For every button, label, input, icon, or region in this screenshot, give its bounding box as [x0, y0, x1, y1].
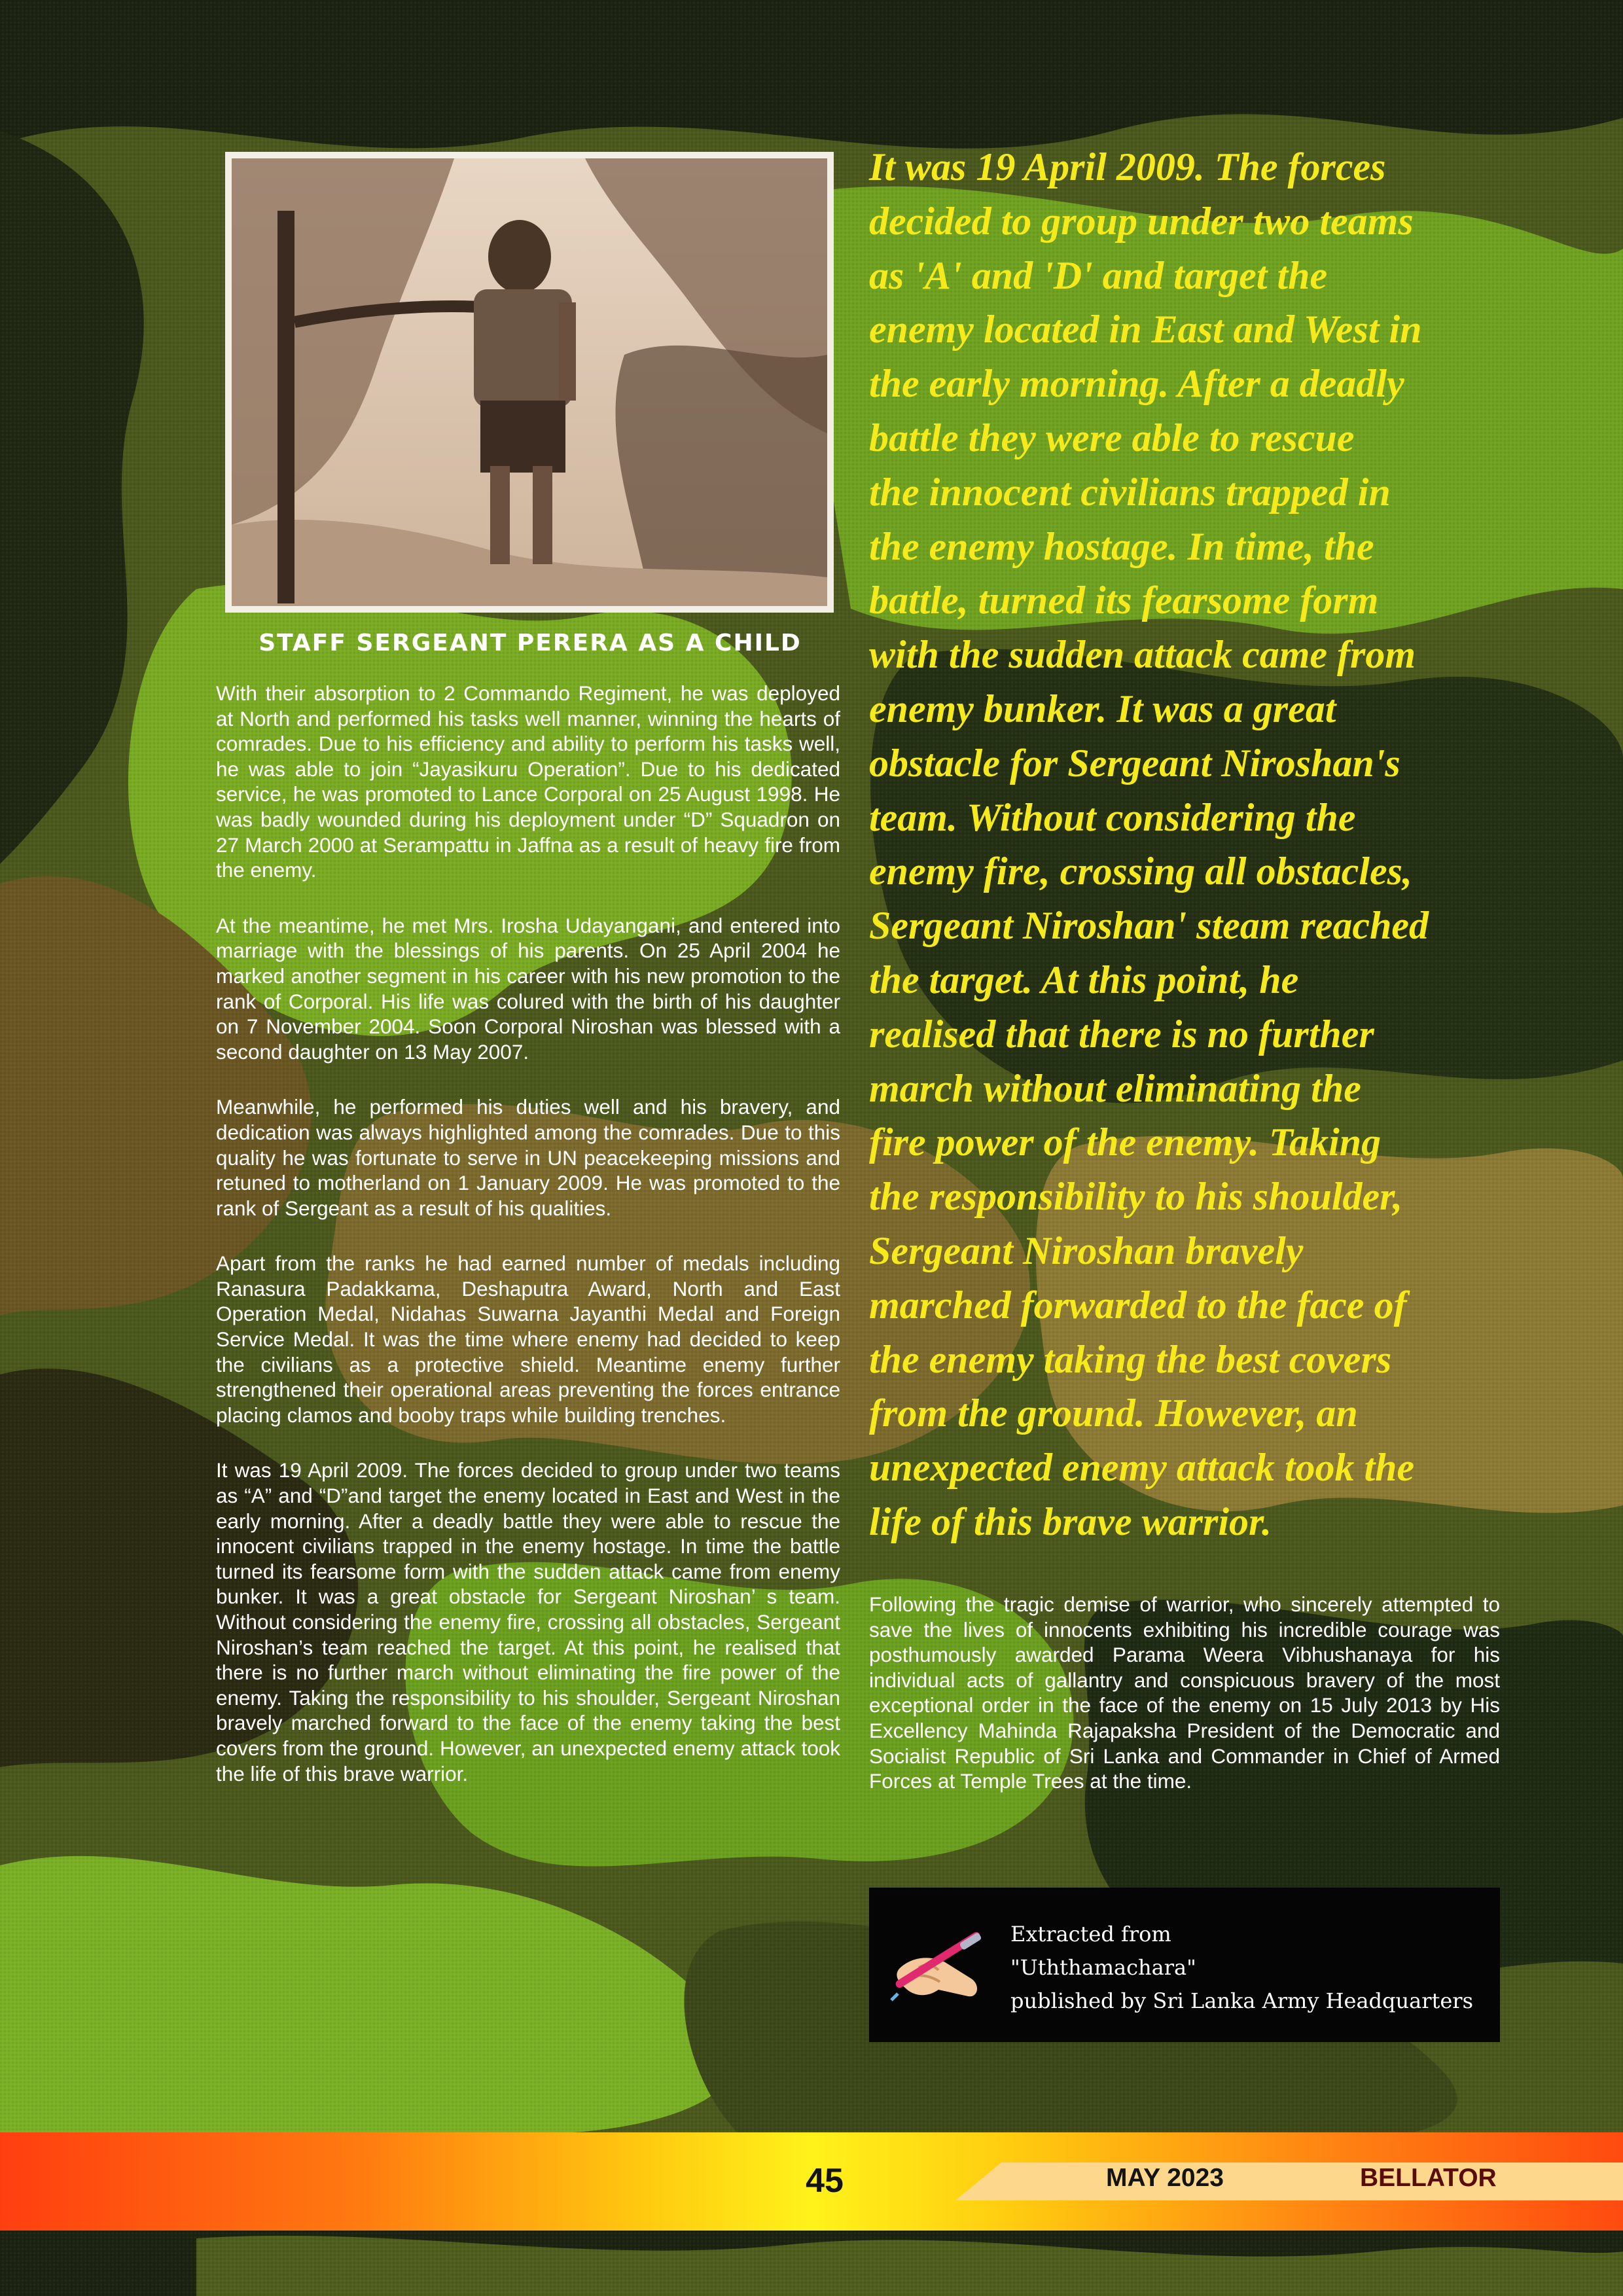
pull-quote-line: enemy fire, crossing all obstacles, — [869, 850, 1412, 893]
child-photo — [232, 158, 827, 606]
pull-quote-line: battle, turned its fearsome form — [869, 579, 1379, 622]
body-paragraph: It was 19 April 2009. The forces decided to group under two teams as “A” and “D”and target the enemy located in East and West in the early morning. After a deadly battle they were able to rescue the innocent civilians trapped in the enemy hostage. In time the battle turned its fearsome form with the sudden attack came from enemy bunker. It was a great obstacle for Sergeant Niroshan’ s team. Without considering the enemy fire, crossing all obstacles, Sergeant Niroshan’s team reached the target. At this point, he realised that there is no further march without eliminating the fire power of the enemy. Taking the responsibility to his shoulder, Sergeant Niroshan bravely marched forward to the face of the enemy taking the best covers from the ground. However, an unexpected enemy attack took the life of this brave warrior. — [216, 1458, 840, 1785]
pull-quote-line: the early morning. After a deadly — [869, 362, 1404, 406]
body-paragraph: With their absorption to 2 Commando Regiment, he was deployed at North and performed his tasks well manner, winning the hearts of comrades. Due to his efficiency and ability to perform his tasks well, he was able to join “Jayasikuru Operation”. Due to his dedicated service, he was promoted to Lance Corporal on 25 August 1998. He was badly wounded during his deployment under “D” Squadron on 27 March 2000 at Serampattu in Jaffna as a result of heavy fire from the enemy. — [216, 681, 840, 882]
pull-quote-line: with the sudden attack came from — [869, 633, 1416, 677]
credit-text — [1010, 1918, 1473, 2018]
photo-caption: STAFF SERGEANT PERERA AS A CHILD — [259, 630, 802, 656]
issue-date: MAY 2023 — [1106, 2164, 1224, 2192]
pull-quote-line: the responsibility to his shoulder, — [869, 1175, 1403, 1219]
pull-quote-line: fire power of the enemy. Taking — [869, 1121, 1382, 1164]
hand-writing-pen-icon — [886, 1916, 991, 2015]
pull-quote-line: battle they were able to rescue — [869, 416, 1355, 459]
body-paragraph: Meanwhile, he performed his duties well and his bravery, and dedication was always highlighted among the comrades. Due to this quality he was fortunate to serve in UN peacekeeping missions and retuned to motherland on 1 January 2009. He was promoted to the rank of Sergeant as a result of his qualities. — [216, 1095, 840, 1220]
page-number: 45 — [806, 2162, 844, 2200]
body-paragraph: At the meantime, he met Mrs. Irosha Udayangani, and entered into marriage with the blessings of his parents. On 25 April 2004 he marked another segment in his career with his new promotion to the rank of Corporal. His life was colured with the birth of his daughter on 7 November 2004. Soon Corporal Niroshan was blessed with a second daughter on 13 May 2007. — [216, 913, 840, 1064]
pull-quote-line: march without eliminating the — [869, 1066, 1361, 1110]
pull-quote-line: unexpected enemy attack took the — [869, 1446, 1415, 1490]
pull-quote-line: obstacle for Sergeant Niroshan's — [869, 741, 1400, 785]
pull-quote-line: from the ground. However, an — [869, 1391, 1358, 1435]
pull-quote-line: team. Without considering the — [869, 795, 1356, 839]
photo-frame — [225, 152, 834, 613]
credit-line: Extracted from — [1010, 1922, 1171, 1946]
magazine-name: BELLATOR — [1360, 2164, 1497, 2192]
pull-quote-line: as 'A' and 'D' and target the — [869, 253, 1328, 297]
pull-quote-line: marched forwarded to the face of — [869, 1283, 1407, 1327]
pull-quote-line: life of this brave warrior. — [869, 1499, 1272, 1543]
pull-quote-line: It was 19 April 2009. The forces — [869, 145, 1386, 188]
body-paragraph: Apart from the ranks he had earned number of medals including Ranasura Padakkama, Deshaputra Award, North and East Operation Medal, Nidahas Suwarna Jayanthi Medal and Foreign Service Medal. It was the time where enemy had decided to keep the civilians as a protective shield. Meantime enemy further strengthened their operational areas preventing the forces entrance placing clamos and booby traps while building trenches. — [216, 1251, 840, 1427]
closing-paragraph: Following the tragic demise of warrior, who sincerely attempted to save the lives of innocents exhibiting his incredible courage was posthumously awarded Parama Weera Vibhushanaya for his individual acts of gallantry and conspicuous bravery of the most exceptional order in the face of the enemy on 15 July 2013 by His Excellency Mahinda Rajapaksha President of the Democratic and Socialist Republic of Sri Lanka and Commander in Chief of Armed Forces at Temple Trees at the time. — [869, 1592, 1500, 1793]
footer-tab — [955, 2162, 1623, 2200]
pull-quote-line: the innocent civilians trapped in — [869, 470, 1391, 514]
pull-quote-line: realised that there is no further — [869, 1012, 1374, 1056]
pull-quote-line: the enemy taking the best covers — [869, 1337, 1392, 1381]
pull-quote-line: the target. At this point, he — [869, 958, 1299, 1001]
credit-line: "Uththamachara" — [1010, 1955, 1196, 1980]
pull-quote-line: Sergeant Niroshan bravely — [869, 1229, 1304, 1272]
pull-quote-line: Sergeant Niroshan' steam reached — [869, 904, 1429, 948]
pull-quote-line: the enemy hostage. In time, the — [869, 524, 1374, 568]
pull-quote-line: enemy bunker. It was a great — [869, 687, 1336, 730]
left-column — [216, 681, 840, 1816]
credit-line: published by Sri Lanka Army Headquarters — [1010, 1988, 1473, 2013]
pull-quote-line: enemy located in East and West in — [869, 308, 1422, 351]
source-credit-box — [869, 1888, 1500, 2042]
pull-quote-line: decided to group under two teams — [869, 199, 1414, 243]
pull-quote — [869, 140, 1524, 1549]
